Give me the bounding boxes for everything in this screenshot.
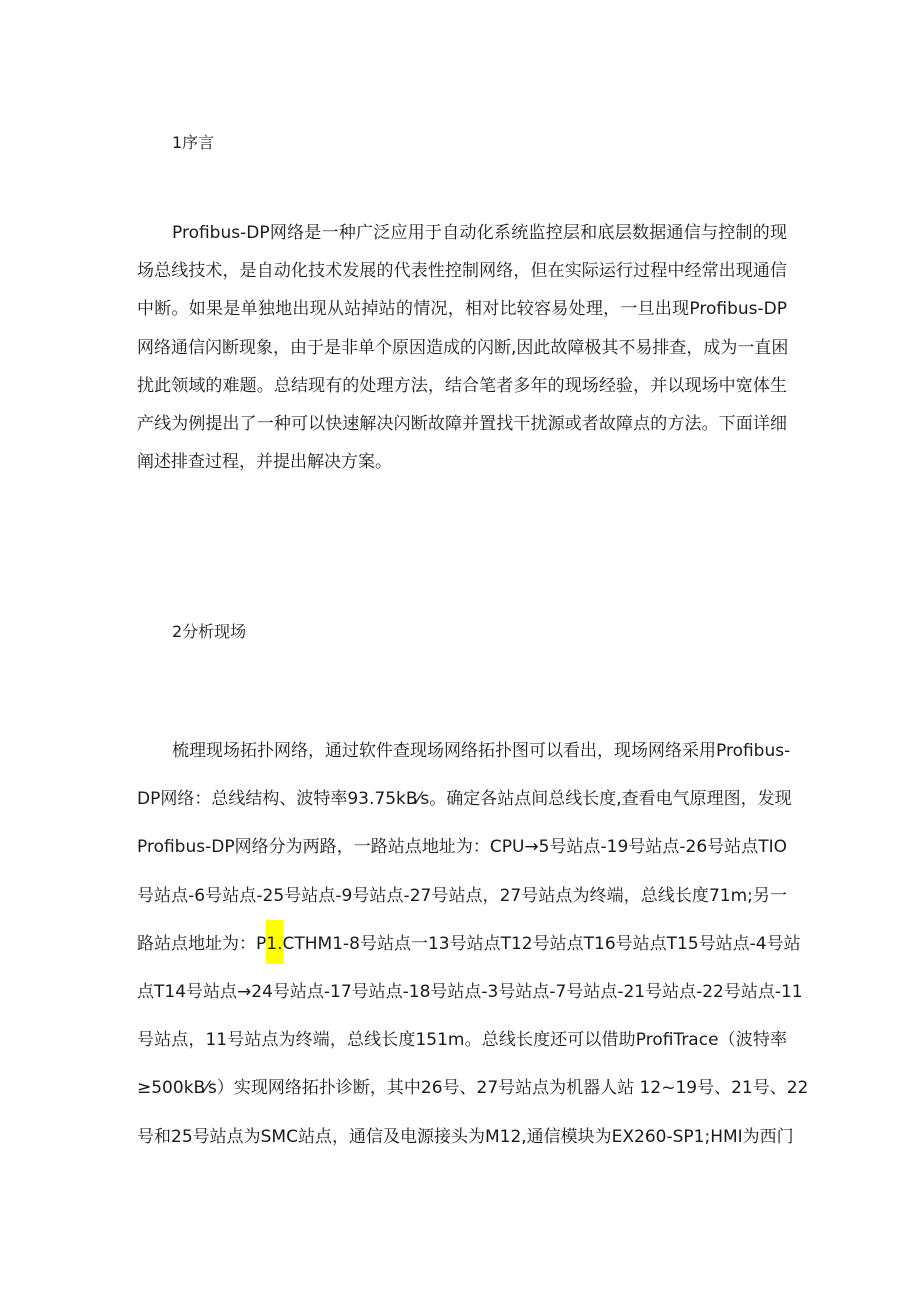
paragraph-line: 点T14号站点→24号站点-17号站点-18号站点-3号站点-7号站点-21号站点-22号站点-11 bbox=[137, 981, 803, 1002]
paragraph-preface bbox=[137, 214, 787, 481]
paragraph-line: 网络通信闪断现象，由于是非单个原因造成的闪断,因此故障极其不易排查，成为一直困 bbox=[137, 337, 789, 358]
line-lead-text: 路站点地址为： bbox=[137, 933, 256, 954]
paragraph-line: 号站点，11号站点为终端，总线长度151m。总线长度还可以借助ProfiTrace（波特率 bbox=[137, 1030, 787, 1051]
section-heading-analysis: 2分析现场 bbox=[172, 622, 247, 641]
paragraph-line: 扰此领域的难题。总结现有的处理方法，结合笔者多年的现场经验，并以现场中宽体生 bbox=[137, 375, 787, 396]
line-highlight-lead: P bbox=[256, 933, 267, 954]
paragraph-line: Profibus-DP网络分为两路，一路站点地址为：CPU→5号站点-19号站点-26号站点TIO bbox=[137, 837, 787, 858]
paragraph-line: 梳理现场拓扑网络，通过软件查现场网络拓扑图可以看出，现场网络采用Profibus- bbox=[172, 741, 791, 761]
paragraph-line: ≥500kB⁄s）实现网络拓扑诊断，其中26号、27号站点为机器人站 12~19号、21号、22 bbox=[137, 1078, 809, 1099]
paragraph-line-with-highlight bbox=[137, 920, 801, 968]
paragraph-line: DP网络：总线结构、波特率93.75kB⁄s。确定各站点间总线长度,查看电气原理图，发现 bbox=[137, 789, 792, 810]
paragraph-line: 号和25号站点为SMC站点，通信及电源接头为M12,通信模块为EX260-SP1;HMI为西门 bbox=[137, 1126, 794, 1147]
paragraph-line: 场总线技术，是自动化技术发展的代表性控制网络，但在实际运行过程中经常出现通信 bbox=[137, 261, 787, 282]
paragraph-analysis bbox=[137, 727, 809, 1161]
highlighted-text: 1. bbox=[266, 920, 282, 964]
paragraph-line: 阐述排查过程，并提出解决方案。 bbox=[137, 452, 392, 473]
paragraph-line: 号站点-6号站点-25号站点-9号站点-27号站点，27号站点为终端，总线长度71m;另一 bbox=[137, 885, 787, 906]
paragraph-line: 中断。如果是单独地出现从站掉站的情况，相对比较容易处理，一旦出现Profibus-DP bbox=[137, 299, 787, 320]
paragraph-line: 产线为例提出了一种可以快速解决闪断故障并置找干扰源或者故障点的方法。下面详细 bbox=[137, 413, 787, 434]
section-heading-preface: 1序言 bbox=[172, 133, 215, 152]
line-rest-text: CTHM1-8号站点一13号站点T12号站点T16号站点T15号站点-4号站 bbox=[282, 933, 801, 954]
paragraph-line: Profibus-DP网络是一种广泛应用于自动化系统监控层和底层数据通信与控制的现 bbox=[172, 223, 787, 243]
